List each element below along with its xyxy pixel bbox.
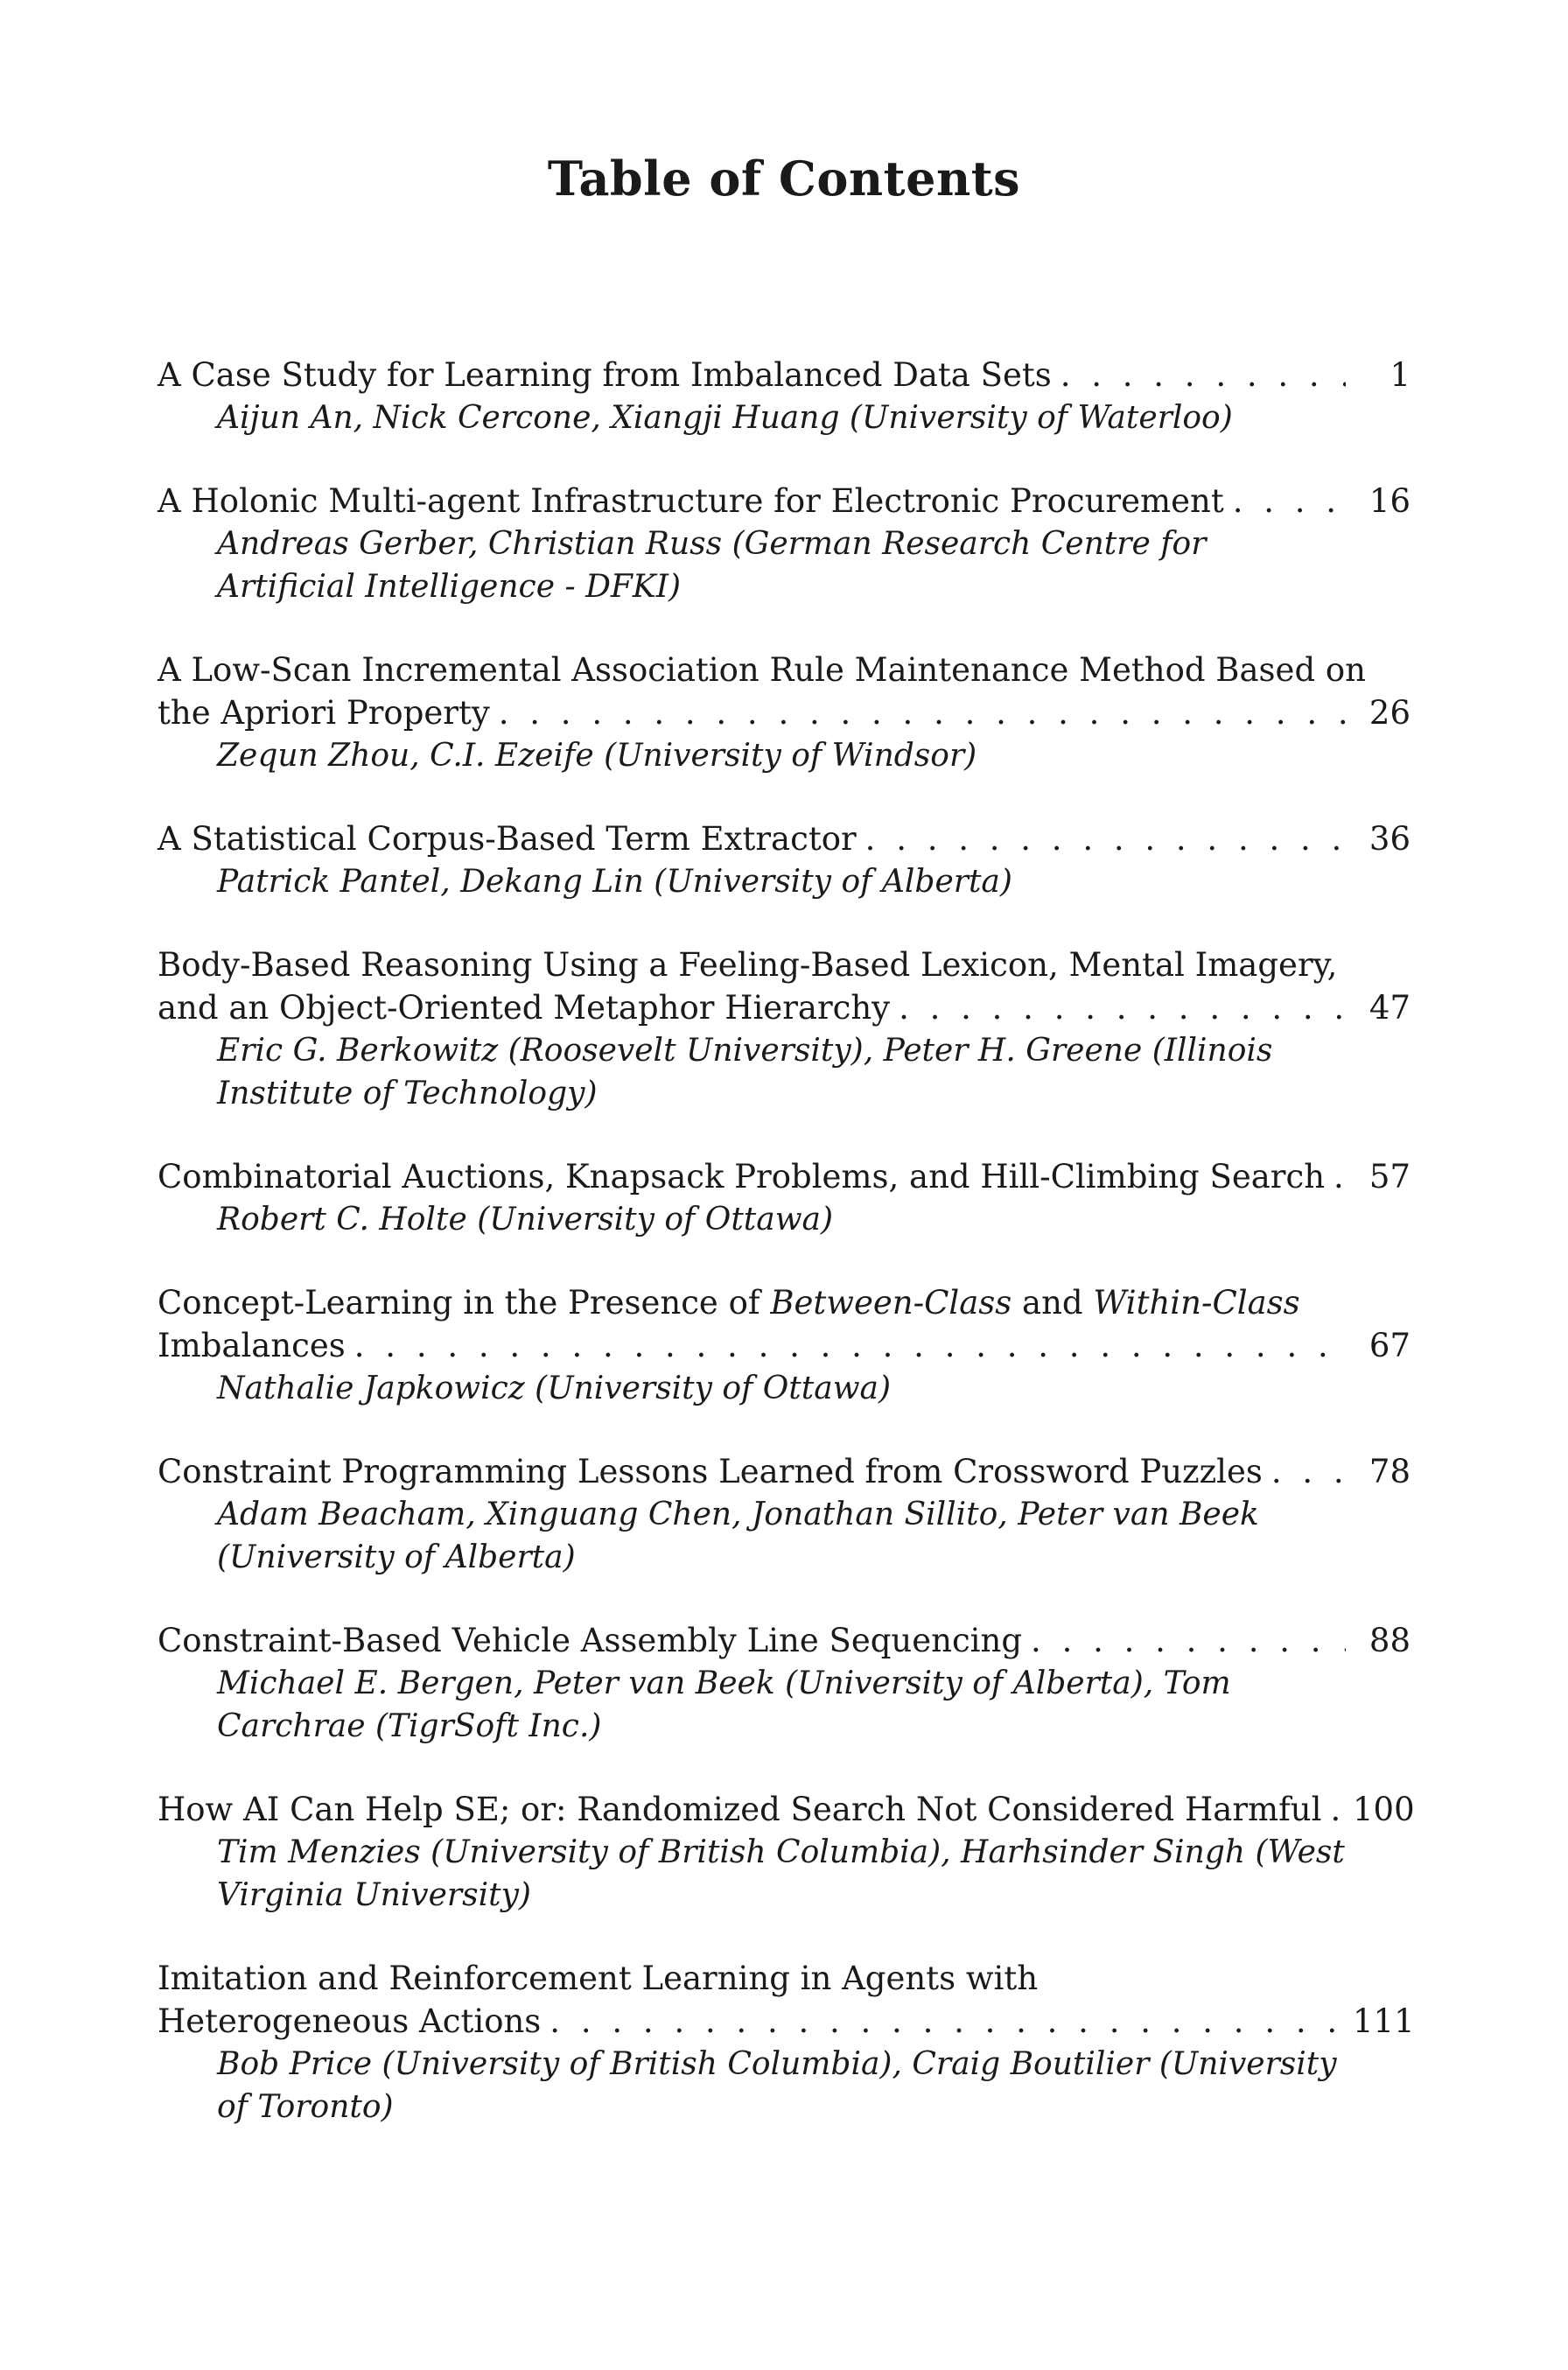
- dot-leader: [1233, 480, 1346, 522]
- toc-title-line[interactable]: [158, 480, 1410, 522]
- page-number[interactable]: 1: [1390, 356, 1410, 394]
- toc-title-line[interactable]: [158, 986, 1410, 1029]
- toc-entry[interactable]: [158, 1619, 1410, 1748]
- toc-entry[interactable]: [158, 1155, 1410, 1241]
- dot-leader: [865, 817, 1346, 860]
- toc-title[interactable]: A Statistical Corpus-Based Term Extractor: [158, 820, 857, 858]
- toc-authors: Zequn Zhou, C.I. Ezeife (University of Windsor): [217, 738, 977, 774]
- toc-title[interactable]: Heterogeneous Actions: [158, 2002, 542, 2040]
- dot-leader: [1334, 1155, 1346, 1198]
- toc-authors: Tim Menzies (University of British Columbia), Harhsinder Singh (West Virginia University): [217, 1834, 1345, 1913]
- toc-entry[interactable]: [158, 480, 1410, 608]
- page-title: Table of Contents: [547, 151, 1021, 207]
- toc-title[interactable]: Imbalances: [158, 1327, 346, 1364]
- toc-entry[interactable]: [158, 649, 1410, 777]
- toc-entry[interactable]: [158, 1450, 1410, 1579]
- toc-title[interactable]: Combinatorial Auctions, Knapsack Problems, and Hill-Climbing Search: [158, 1158, 1326, 1196]
- toc-list: [158, 354, 1415, 2169]
- page-number[interactable]: 57: [1368, 1158, 1410, 1196]
- toc-title[interactable]: the Apriori Property: [158, 694, 490, 732]
- dot-leader: [499, 691, 1346, 734]
- toc-authors: Adam Beacham, Xinguang Chen, Jonathan Sillito, Peter van Beek (University of Alberta): [217, 1497, 1259, 1575]
- page-number[interactable]: 88: [1368, 1622, 1410, 1659]
- toc-entry[interactable]: [158, 817, 1410, 903]
- toc-title-line[interactable]: [158, 817, 1410, 860]
- toc-entry[interactable]: [158, 943, 1410, 1115]
- dot-leader: [1031, 1619, 1346, 1662]
- dot-leader: [1271, 1450, 1346, 1493]
- toc-title-first-line[interactable]: Imitation and Reinforcement Learning in Agents with: [158, 1960, 1039, 1997]
- page-number[interactable]: 47: [1368, 989, 1410, 1027]
- toc-authors: Bob Price (University of British Columbia), Craig Boutilier (University of Toronto): [217, 2046, 1337, 2125]
- page-number[interactable]: 78: [1368, 1453, 1410, 1490]
- page-number[interactable]: 16: [1368, 482, 1410, 520]
- toc-title-line[interactable]: [158, 1450, 1410, 1493]
- toc-entry[interactable]: [158, 1957, 1415, 2128]
- toc-authors: Andreas Gerber, Christian Russ (German Research Centre for Artificial Intelligence - DFKI): [217, 526, 1207, 605]
- dot-leader: [899, 986, 1346, 1029]
- toc-title-first-line[interactable]: A Low-Scan Incremental Association Rule Maintenance Method Based on: [158, 651, 1366, 689]
- term-within-class: Within-Class: [1093, 1284, 1300, 1322]
- toc-title[interactable]: How AI Can Help SE; or: Randomized Search Not Considered Harmful: [158, 1791, 1322, 1828]
- toc-authors: Aijun An, Nick Cercone, Xiangji Huang (University of Waterloo): [217, 400, 1233, 436]
- toc-title-first-line[interactable]: Body-Based Reasoning Using a Feeling-Based Lexicon, Mental Imagery,: [158, 946, 1338, 984]
- toc-authors: Nathalie Japkowicz (University of Ottawa): [217, 1371, 892, 1406]
- toc-authors: Michael E. Bergen, Peter van Beek (University of Alberta), Tom Carchrae (TigrSoft Inc.): [217, 1665, 1231, 1744]
- toc-title[interactable]: and an Object-Oriented Metaphor Hierarchy: [158, 989, 891, 1027]
- dot-leader: [1060, 354, 1346, 396]
- page-number[interactable]: 67: [1368, 1327, 1410, 1364]
- toc-authors: Patrick Pantel, Dekang Lin (University of Alberta): [217, 864, 1012, 900]
- toc-title-line[interactable]: [158, 1619, 1410, 1662]
- page-number[interactable]: 100: [1353, 1791, 1415, 1828]
- page-number[interactable]: 36: [1368, 820, 1410, 858]
- toc-authors: Eric G. Berkowitz (Roosevelt University), Peter H. Greene (Illinois Institute of Technology): [217, 1033, 1273, 1111]
- toc-entry[interactable]: [158, 1788, 1415, 1917]
- toc-title[interactable]: A Case Study for Learning from Imbalanced Data Sets: [158, 356, 1052, 394]
- page-number[interactable]: 111: [1353, 2002, 1415, 2040]
- toc-title-line[interactable]: [158, 691, 1410, 734]
- toc-title-line[interactable]: [158, 1155, 1410, 1198]
- toc-entry[interactable]: [158, 1281, 1410, 1410]
- toc-title[interactable]: A Holonic Multi-agent Infrastructure for Electronic Procurement: [158, 482, 1224, 520]
- toc-title[interactable]: Constraint Programming Lessons Learned from Crossword Puzzles: [158, 1453, 1263, 1490]
- toc-title-line[interactable]: [158, 2000, 1415, 2043]
- page-number[interactable]: 26: [1368, 694, 1410, 732]
- toc-authors: Robert C. Holte (University of Ottawa): [217, 1202, 834, 1238]
- toc-title-line[interactable]: [158, 1324, 1410, 1367]
- dot-leader: [550, 2000, 1346, 2043]
- toc-title-line[interactable]: [158, 1788, 1415, 1831]
- toc-title-line[interactable]: [158, 354, 1410, 396]
- term-between-class: Between-Class: [770, 1284, 1012, 1322]
- toc-title[interactable]: Constraint-Based Vehicle Assembly Line Sequencing: [158, 1622, 1023, 1659]
- toc-title-first-line[interactable]: Concept-Learning in the Presence of Between-Class and Within-Class: [158, 1284, 1300, 1322]
- dot-leader: [1330, 1788, 1346, 1831]
- toc-entry[interactable]: [158, 354, 1410, 439]
- dot-leader: [354, 1324, 1346, 1367]
